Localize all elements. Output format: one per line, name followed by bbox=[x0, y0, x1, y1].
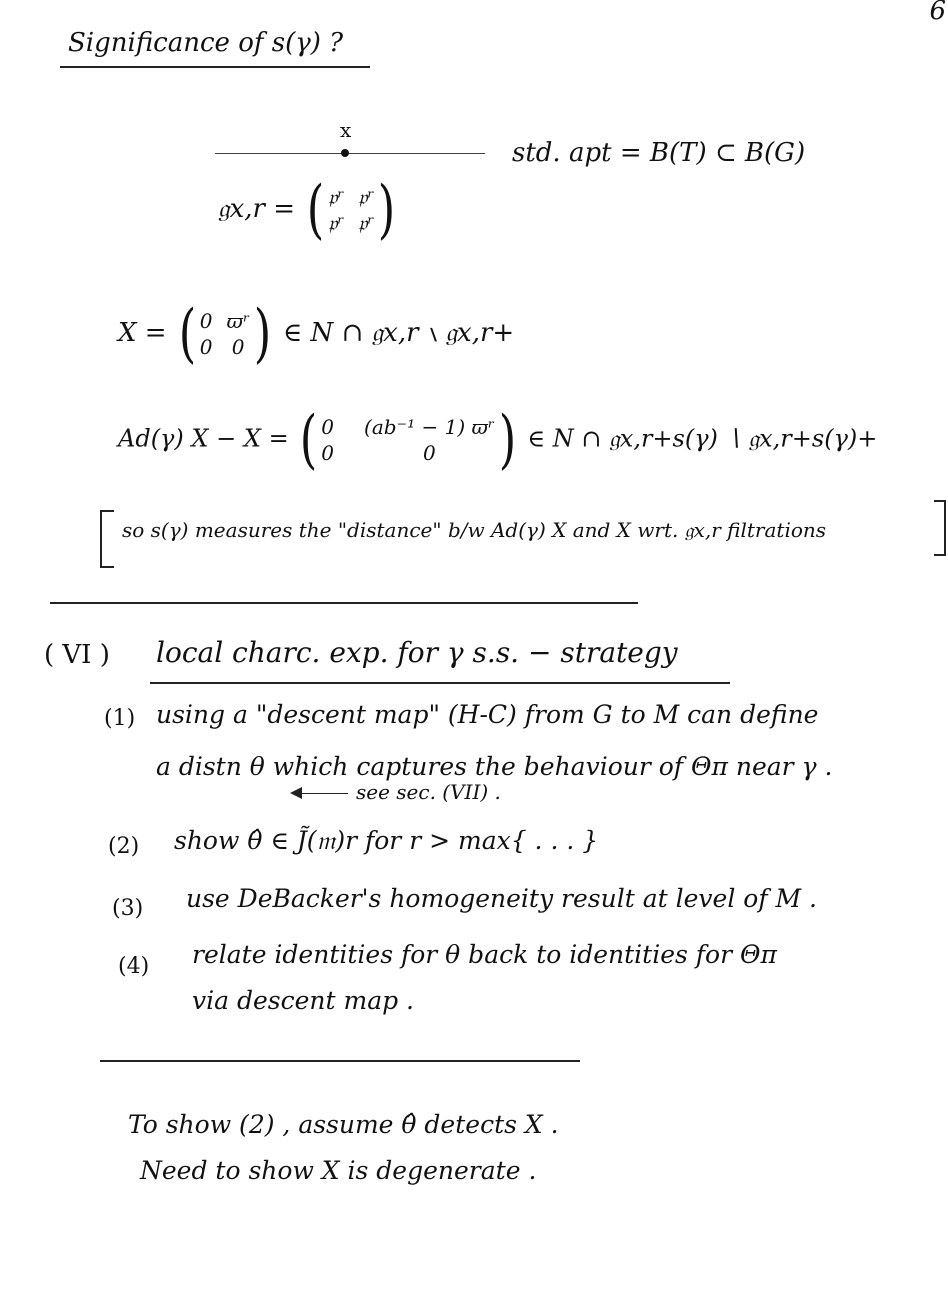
x-rhs: ∈ N ∩ 𝔤x,r ∖ 𝔤x,r+ bbox=[283, 318, 515, 348]
matrix-entry: 0 bbox=[199, 335, 213, 359]
ad-rhs: ∈ N ∩ 𝔤x,r+s(γ) ∖ 𝔤x,r+s(γ)+ bbox=[527, 424, 878, 453]
x-matrix: ( 0 ϖʳ 0 0 ) bbox=[178, 297, 272, 371]
matrix-entry: ϖʳ bbox=[226, 309, 250, 333]
step-number: (2) bbox=[108, 834, 140, 859]
closing-line: To show (2) , assume θ̂ detects X . bbox=[128, 1110, 559, 1139]
x-lhs: X = bbox=[118, 318, 167, 348]
matrix-entry: (ab⁻¹ − 1) ϖʳ bbox=[364, 415, 495, 439]
closing-line: Need to show X is degenerate . bbox=[140, 1156, 537, 1185]
section-divider bbox=[50, 602, 638, 604]
matrix-entry: 0 bbox=[321, 441, 335, 465]
step-line: a distn θ which captures the behaviour of Θπ near γ . bbox=[156, 752, 833, 781]
point-x-dot bbox=[341, 149, 349, 157]
remark-bracket-close bbox=[934, 500, 946, 556]
x-definition bbox=[118, 297, 515, 371]
step-number: (3) bbox=[112, 896, 144, 921]
lattice-definition bbox=[218, 173, 399, 247]
matrix-entry: 0 bbox=[423, 441, 436, 465]
matrix-entry: 𝔭ʳ bbox=[328, 211, 345, 235]
remark-text: so s(γ) measures the "distance" b/w Ad(γ) X and X wrt. 𝔤x,r filtrations bbox=[122, 518, 827, 542]
step-number: (4) bbox=[118, 954, 150, 979]
apartment-line bbox=[215, 153, 485, 154]
matrix-entry: 𝔭ʳ bbox=[358, 211, 375, 235]
lattice-lhs: 𝔤x,r = bbox=[218, 194, 295, 224]
arrow-shaft bbox=[300, 793, 348, 794]
step-number: (1) bbox=[104, 706, 136, 731]
matrix-entry: 0 bbox=[231, 335, 245, 359]
step-line: use DeBacker's homogeneity result at level of M . bbox=[186, 884, 818, 913]
section-title: local charc. exp. for γ s.s. − strategy bbox=[156, 636, 678, 669]
page-number: 6 bbox=[929, 0, 946, 26]
step-line: show θ̂ ∈ J̃(𝔪)r for r > max{ . . . } bbox=[174, 826, 599, 855]
closing-divider bbox=[100, 1060, 580, 1062]
ad-equation bbox=[118, 403, 878, 477]
heading-underline bbox=[60, 66, 370, 68]
ad-matrix: ( 0 (ab⁻¹ − 1) ϖʳ 0 0 ) bbox=[300, 403, 516, 477]
section-numeral: ( VI ) bbox=[44, 640, 110, 670]
section-title-underline bbox=[150, 682, 730, 684]
cross-reference: see sec. (VII) . bbox=[356, 780, 501, 804]
lattice-matrix: ( 𝔭ʳ 𝔭ʳ 𝔭ʳ 𝔭ʳ ) bbox=[306, 173, 396, 247]
matrix-entry: 0 bbox=[199, 309, 213, 333]
step-line: using a "descent map" (H-C) from G to M can define bbox=[156, 700, 819, 729]
matrix-entry: 𝔭ʳ bbox=[328, 185, 345, 209]
apartment-caption: std. apt = B(T) ⊂ B(G) bbox=[512, 138, 806, 168]
matrix-entry: 0 bbox=[321, 415, 335, 439]
remark-bracket-open bbox=[100, 510, 114, 568]
matrix-entry: 𝔭ʳ bbox=[358, 185, 375, 209]
ad-lhs: Ad(γ) X − X = bbox=[118, 424, 289, 453]
point-label: x bbox=[340, 118, 352, 142]
step-line: relate identities for θ back to identities for Θπ bbox=[192, 940, 777, 969]
page-heading: Significance of s(γ) ? bbox=[68, 28, 344, 58]
step-line: via descent map . bbox=[192, 986, 414, 1015]
